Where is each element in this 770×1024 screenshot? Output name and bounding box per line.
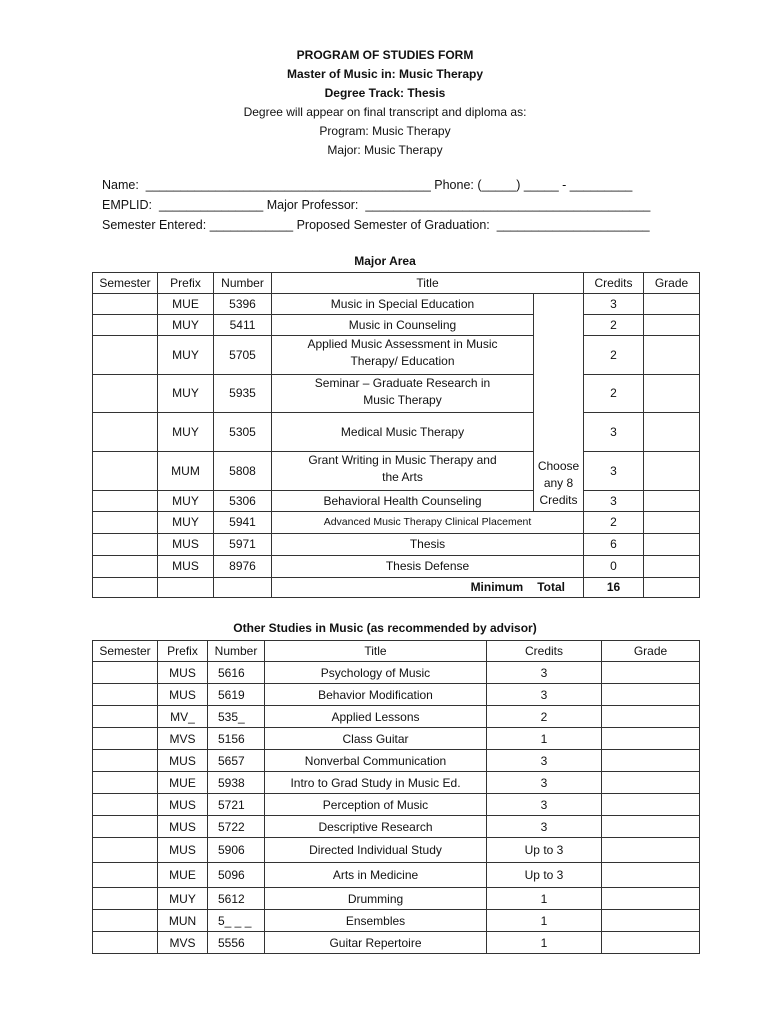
credits-cell: 2 — [584, 512, 644, 534]
prefix-cell: MVS — [158, 932, 208, 954]
grade-cell[interactable] — [602, 750, 700, 772]
semester-cell[interactable] — [93, 534, 158, 556]
grade-cell[interactable] — [602, 910, 700, 932]
semester-cell[interactable] — [93, 794, 158, 816]
name-phone-field[interactable]: Name: _________________________________________ Phone: (_____) _____ - _________ — [102, 178, 633, 192]
title-cell: Nonverbal Communication — [265, 750, 487, 772]
prefix-cell: MUS — [158, 750, 208, 772]
table-row — [93, 375, 700, 413]
title-line: Music Therapy — [363, 393, 442, 407]
table-row — [93, 863, 700, 888]
prefix-cell: MUS — [158, 816, 208, 838]
grade-cell[interactable] — [644, 375, 700, 413]
prefix-cell: MUY — [158, 413, 214, 452]
other-studies-title: Other Studies in Music (as recommended by advisor) — [233, 621, 537, 635]
grade-cell[interactable] — [602, 772, 700, 794]
title-cell: Ensembles — [265, 910, 487, 932]
table-row — [93, 728, 700, 750]
title-cell — [272, 294, 534, 315]
semester-cell[interactable] — [93, 706, 158, 728]
table-row — [93, 816, 700, 838]
credits-cell: 3 — [487, 662, 602, 684]
credits-cell: 0 — [584, 556, 644, 578]
credits-cell: 2 — [584, 315, 644, 336]
choose-note-line: any 8 — [543, 476, 574, 490]
table-row — [93, 294, 700, 315]
title-cell: Perception of Music — [265, 794, 487, 816]
semester-cell[interactable] — [93, 910, 158, 932]
table-row — [93, 336, 700, 375]
number-cell: 5705 — [214, 336, 272, 375]
credits-cell: 1 — [487, 910, 602, 932]
degree-line: Master of Music in: Music Therapy — [286, 67, 484, 81]
semester-cell[interactable] — [93, 932, 158, 954]
semester-cell[interactable] — [93, 816, 158, 838]
number-cell: 5556 — [208, 932, 265, 954]
total-row — [93, 578, 700, 598]
number-cell: 5808 — [214, 452, 272, 491]
table-row — [93, 452, 700, 491]
number-cell: 8976 — [214, 556, 272, 578]
title-line: Music in Special Education — [330, 296, 475, 311]
major-col-number: Number — [214, 273, 272, 294]
title-cell — [272, 491, 534, 512]
number-cell: 5096 — [208, 863, 265, 888]
semester-cell[interactable] — [93, 413, 158, 452]
grade-cell[interactable] — [602, 888, 700, 910]
number-cell — [214, 578, 272, 598]
number-cell: 5156 — [208, 728, 265, 750]
credits-cell: 1 — [487, 728, 602, 750]
number-cell: 5935 — [214, 375, 272, 413]
other-col-grade: Grade — [602, 641, 700, 662]
title-cell — [272, 452, 534, 491]
semester-cell[interactable] — [93, 772, 158, 794]
table-row — [93, 413, 700, 452]
credits-cell: 2 — [584, 375, 644, 413]
credits-cell: 1 — [487, 932, 602, 954]
grade-cell[interactable] — [644, 315, 700, 336]
credits-cell: 3 — [487, 816, 602, 838]
total-credits: 16 — [584, 578, 644, 598]
title-cell: Class Guitar — [265, 728, 487, 750]
number-cell: 5306 — [214, 491, 272, 512]
number-cell: 5612 — [208, 888, 265, 910]
prefix-cell: MUY — [158, 315, 214, 336]
prefix-cell: MUE — [158, 294, 214, 315]
total-label: Total — [537, 580, 566, 594]
prefix-cell: MUY — [158, 491, 214, 512]
title-line: Thesis Defense — [385, 559, 470, 573]
title-cell: Applied Lessons — [265, 706, 487, 728]
transcript-note: Degree will appear on final transcript and diploma as: — [243, 105, 527, 119]
table-row — [93, 750, 700, 772]
prefix-cell: MUY — [158, 888, 208, 910]
number-cell: 5906 — [208, 838, 265, 863]
title-cell — [272, 534, 584, 556]
title-line: Music in Counseling — [348, 317, 457, 332]
number-cell: 5971 — [214, 534, 272, 556]
other-studies-table — [92, 640, 700, 954]
title-line: Advanced Music Therapy Clinical Placement — [323, 516, 532, 528]
number-cell: 5411 — [214, 315, 272, 336]
semester-field[interactable]: Semester Entered: ____________ Proposed Semester of Graduation: ______________________ — [102, 218, 650, 232]
prefix-cell: MUS — [158, 534, 214, 556]
credits-cell: Up to 3 — [487, 863, 602, 888]
minimum-label: Minimum — [470, 580, 524, 594]
table-row — [93, 838, 700, 863]
title-line: Thesis — [409, 537, 446, 551]
prefix-cell: MUY — [158, 512, 214, 534]
prefix-cell: MUM — [158, 452, 214, 491]
grade-cell[interactable] — [644, 294, 700, 315]
table-row — [93, 910, 700, 932]
minimum-total-label — [272, 578, 584, 598]
prefix-cell: MUS — [158, 684, 208, 706]
semester-cell[interactable] — [93, 863, 158, 888]
prefix-cell: MUS — [158, 556, 214, 578]
title-cell: Behavior Modification — [265, 684, 487, 706]
number-cell: 5721 — [208, 794, 265, 816]
other-col-title: Title — [265, 641, 487, 662]
credits-cell: 3 — [584, 413, 644, 452]
number-cell: 535_ — [208, 706, 265, 728]
number-cell: 5619 — [208, 684, 265, 706]
major-area-table — [92, 272, 700, 598]
credits-cell: 3 — [487, 794, 602, 816]
number-cell: 5938 — [208, 772, 265, 794]
grade-cell[interactable] — [602, 838, 700, 863]
table-row — [93, 932, 700, 954]
grade-cell[interactable] — [602, 662, 700, 684]
prefix-cell: MUN — [158, 910, 208, 932]
semester-cell[interactable] — [93, 888, 158, 910]
grade-cell[interactable] — [602, 706, 700, 728]
other-col-credits: Credits — [487, 641, 602, 662]
table-row — [93, 772, 700, 794]
grade-cell[interactable] — [644, 491, 700, 512]
semester-cell[interactable] — [93, 684, 158, 706]
semester-cell[interactable] — [93, 491, 158, 512]
title-line: Seminar – Graduate Research in — [314, 376, 491, 390]
number-cell: 5396 — [214, 294, 272, 315]
title-cell: Drumming — [265, 888, 487, 910]
number-cell: 5616 — [208, 662, 265, 684]
track-line: Degree Track: Thesis — [324, 86, 446, 100]
grade-cell[interactable] — [644, 534, 700, 556]
table-row — [93, 706, 700, 728]
credits-cell: Up to 3 — [487, 838, 602, 863]
semester-cell[interactable] — [93, 315, 158, 336]
semester-cell[interactable] — [93, 336, 158, 375]
prefix-cell: MVS — [158, 728, 208, 750]
semester-cell[interactable] — [93, 512, 158, 534]
form-header — [0, 46, 770, 160]
grade-cell[interactable] — [602, 863, 700, 888]
grade-cell[interactable] — [644, 512, 700, 534]
other-header-row — [93, 641, 700, 662]
semester-cell[interactable] — [93, 662, 158, 684]
program-line: Program: Music Therapy — [319, 124, 451, 138]
title-cell — [272, 336, 534, 375]
number-cell: 5_ _ _ — [208, 910, 265, 932]
semester-cell[interactable] — [93, 578, 158, 598]
major-col-credits: Credits — [584, 273, 644, 294]
table-row — [93, 684, 700, 706]
prefix-cell: MV_ — [158, 706, 208, 728]
semester-cell[interactable] — [93, 452, 158, 491]
table-row — [93, 888, 700, 910]
prefix-cell: MUS — [158, 794, 208, 816]
choose-note-line: Credits — [539, 493, 578, 507]
number-cell: 5722 — [208, 816, 265, 838]
title-line: Applied Music Assessment in Music — [307, 337, 498, 351]
table-row — [93, 556, 700, 578]
grade-cell[interactable] — [644, 556, 700, 578]
grade-cell[interactable] — [602, 794, 700, 816]
table-row — [93, 315, 700, 336]
title-cell — [272, 556, 584, 578]
table-row — [93, 491, 700, 512]
grade-cell[interactable] — [602, 932, 700, 954]
number-cell: 5305 — [214, 413, 272, 452]
credits-cell: 6 — [584, 534, 644, 556]
prefix-cell: MUY — [158, 336, 214, 375]
title-line: Behavioral Health Counseling — [323, 493, 482, 508]
other-col-semester: Semester — [93, 641, 158, 662]
major-area-title: Major Area — [354, 254, 416, 268]
major-header-row — [93, 273, 700, 294]
semester-cell[interactable] — [93, 294, 158, 315]
major-col-semester: Semester — [93, 273, 158, 294]
credits-cell: 3 — [487, 772, 602, 794]
choose-credits-note — [534, 294, 584, 512]
credits-cell: 2 — [487, 706, 602, 728]
prefix-cell: MUS — [158, 662, 208, 684]
title-line: Grant Writing in Music Therapy and — [308, 453, 497, 467]
other-col-number: Number — [208, 641, 265, 662]
number-cell: 5657 — [208, 750, 265, 772]
emplid-professor-field[interactable]: EMPLID: _______________ Major Professor: _________________________________________ — [102, 198, 651, 212]
major-col-prefix: Prefix — [158, 273, 214, 294]
grade-cell[interactable] — [644, 578, 700, 598]
title-cell: Arts in Medicine — [265, 863, 487, 888]
prefix-cell: MUS — [158, 838, 208, 863]
prefix-cell: MUY — [158, 375, 214, 413]
choose-note-line: Choose — [537, 459, 580, 473]
title-cell — [272, 512, 584, 534]
title-line: Medical Music Therapy — [340, 424, 465, 439]
title-cell: Psychology of Music — [265, 662, 487, 684]
credits-cell: 3 — [584, 452, 644, 491]
semester-cell[interactable] — [93, 556, 158, 578]
grade-cell[interactable] — [644, 413, 700, 452]
title-cell: Intro to Grad Study in Music Ed. — [265, 772, 487, 794]
credits-cell: 2 — [584, 336, 644, 375]
title-cell — [272, 413, 534, 452]
title-line: the Arts — [382, 470, 423, 484]
title-line: Therapy/ Education — [350, 354, 455, 368]
other-col-prefix: Prefix — [158, 641, 208, 662]
credits-cell: 3 — [487, 750, 602, 772]
title-cell: Directed Individual Study — [265, 838, 487, 863]
major-line: Major: Music Therapy — [327, 143, 443, 157]
semester-cell[interactable] — [93, 375, 158, 413]
grade-cell[interactable] — [602, 728, 700, 750]
credits-cell: 1 — [487, 888, 602, 910]
prefix-cell — [158, 578, 214, 598]
table-row — [93, 534, 700, 556]
grade-cell[interactable] — [644, 452, 700, 491]
table-row — [93, 794, 700, 816]
major-col-title: Title — [272, 273, 584, 294]
semester-cell[interactable] — [93, 750, 158, 772]
number-cell: 5941 — [214, 512, 272, 534]
semester-cell[interactable] — [93, 728, 158, 750]
credits-cell: 3 — [584, 294, 644, 315]
semester-cell[interactable] — [93, 838, 158, 863]
form-title: PROGRAM OF STUDIES FORM — [296, 48, 474, 62]
title-cell — [272, 315, 534, 336]
grade-cell[interactable] — [602, 684, 700, 706]
credits-cell: 3 — [584, 491, 644, 512]
title-cell: Guitar Repertoire — [265, 932, 487, 954]
grade-cell[interactable] — [644, 336, 700, 375]
title-cell — [272, 375, 534, 413]
major-col-grade: Grade — [644, 273, 700, 294]
table-row — [93, 512, 700, 534]
prefix-cell: MUE — [158, 863, 208, 888]
credits-cell: 3 — [487, 684, 602, 706]
grade-cell[interactable] — [602, 816, 700, 838]
prefix-cell: MUE — [158, 772, 208, 794]
title-cell: Descriptive Research — [265, 816, 487, 838]
table-row — [93, 662, 700, 684]
